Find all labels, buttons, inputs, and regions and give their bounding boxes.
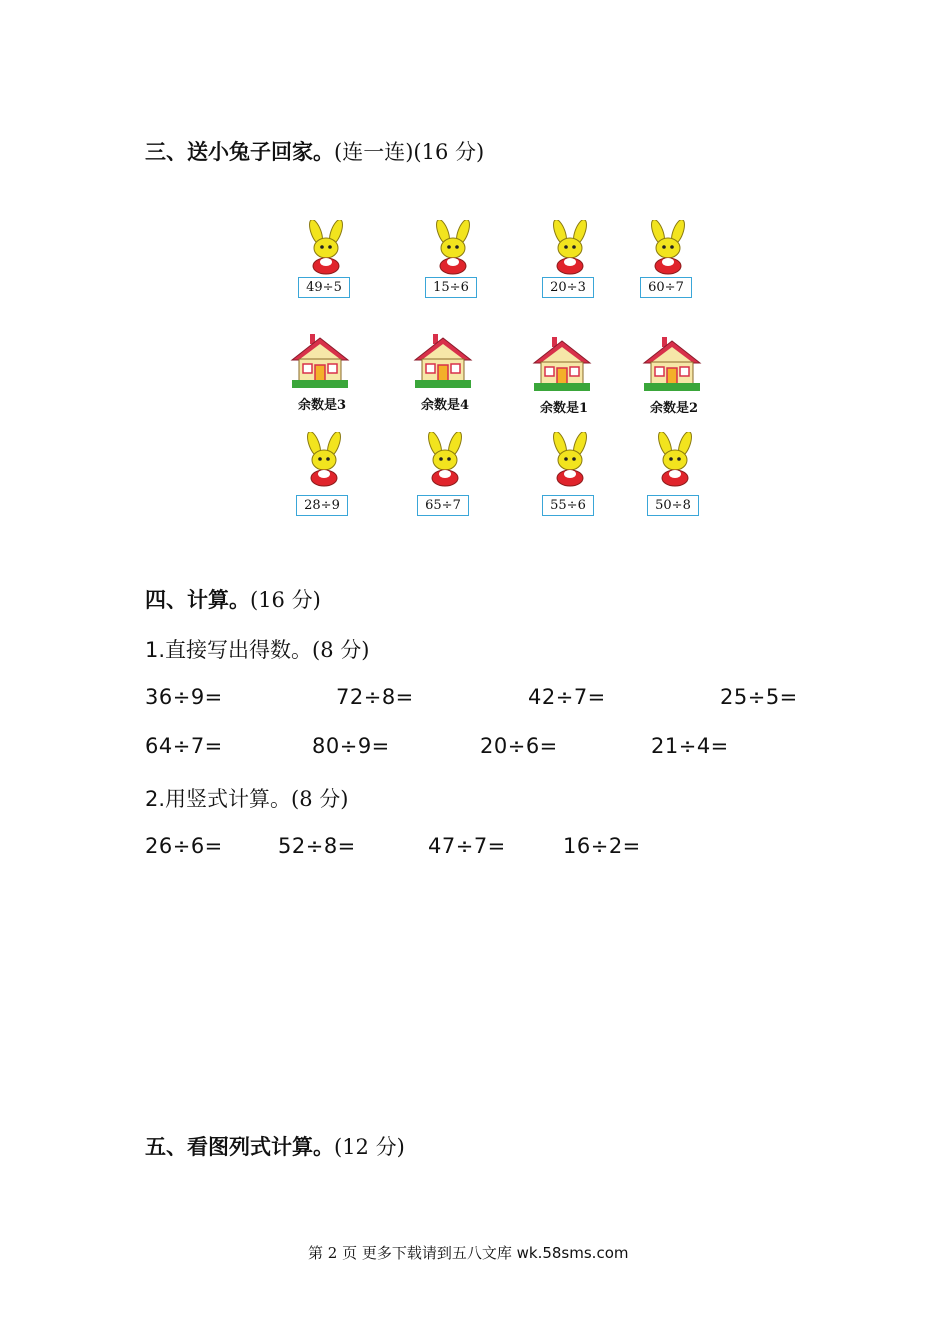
part-2-label: 用竖式计算。(8 分) <box>165 787 349 811</box>
house-icon <box>532 335 592 395</box>
section-5-heading <box>145 1131 405 1161</box>
section-3-heading <box>145 136 484 166</box>
house-icon <box>413 332 473 392</box>
problem-3-2: 52÷8= <box>278 834 356 858</box>
house-icon <box>290 332 350 392</box>
rabbit-top-3-label: 20÷3 <box>542 277 594 298</box>
problem-1-1: 36÷9= <box>145 685 223 709</box>
rabbit-icon <box>304 220 348 278</box>
problem-1-4: 25÷5= <box>720 685 798 709</box>
rabbit-top-4[interactable] <box>640 220 696 300</box>
rabbit-top-1-label: 49÷5 <box>298 277 350 298</box>
house-3-label: 余数是1 <box>539 401 589 416</box>
problem-2-3: 20÷6= <box>480 734 558 758</box>
footer-text: 第 2 页 更多下载请到五八文库 <box>308 1244 517 1262</box>
part-2-number: 2. <box>145 787 166 811</box>
rabbit-icon <box>302 432 346 490</box>
rabbit-top-2[interactable] <box>425 220 481 300</box>
rabbit-bottom-4-label: 50÷8 <box>647 495 699 516</box>
rabbit-bottom-2[interactable] <box>417 432 473 512</box>
house-3[interactable] <box>532 335 596 417</box>
problem-1-2: 72÷8= <box>336 685 414 709</box>
house-4[interactable] <box>642 335 706 417</box>
section-3-meta: (连一连)(16 分) <box>334 140 485 164</box>
rabbit-bottom-3-label: 55÷6 <box>542 495 594 516</box>
problem-2-2: 80÷9= <box>312 734 390 758</box>
rabbit-icon <box>423 432 467 490</box>
rabbit-bottom-2-label: 65÷7 <box>417 495 469 516</box>
rabbit-top-2-label: 15÷6 <box>425 277 477 298</box>
problem-2-1: 64÷7= <box>145 734 223 758</box>
section-4-meta: (16 分) <box>250 588 321 612</box>
rabbit-bottom-3[interactable] <box>542 432 598 512</box>
house-2[interactable] <box>413 332 477 414</box>
problem-3-4: 16÷2= <box>563 834 641 858</box>
house-1-label: 余数是3 <box>297 398 347 413</box>
section-5-meta: (12 分) <box>334 1135 405 1159</box>
problem-2-4: 21÷4= <box>651 734 729 758</box>
rabbit-icon <box>646 220 690 278</box>
footer-link[interactable]: wk.58sms.com <box>516 1244 629 1262</box>
house-4-label: 余数是2 <box>649 401 699 416</box>
problem-3-1: 26÷6= <box>145 834 223 858</box>
problem-1-3: 42÷7= <box>528 685 606 709</box>
rabbit-top-1[interactable] <box>298 220 354 300</box>
rabbit-icon <box>431 220 475 278</box>
section-3-title: 三、送小兔子回家。 <box>145 140 334 164</box>
rabbit-bottom-1[interactable] <box>296 432 352 512</box>
rabbit-icon <box>548 220 592 278</box>
part-2-heading <box>145 783 348 813</box>
rabbit-top-4-label: 60÷7 <box>640 277 692 298</box>
section-4-title: 四、计算。 <box>145 588 250 612</box>
part-1-heading <box>145 634 369 664</box>
section-4-heading <box>145 584 321 614</box>
part-1-label: 直接写出得数。(8 分) <box>165 638 370 662</box>
house-1[interactable] <box>290 332 354 414</box>
rabbit-icon <box>653 432 697 490</box>
problem-3-3: 47÷7= <box>428 834 506 858</box>
rabbit-top-3[interactable] <box>542 220 598 300</box>
part-1-number: 1. <box>145 638 166 662</box>
house-2-label: 余数是4 <box>420 398 470 413</box>
page-footer <box>308 1242 628 1263</box>
rabbit-bottom-1-label: 28÷9 <box>296 495 348 516</box>
house-icon <box>642 335 702 395</box>
section-5-title: 五、看图列式计算。 <box>145 1135 334 1159</box>
rabbit-bottom-4[interactable] <box>647 432 703 512</box>
rabbit-icon <box>548 432 592 490</box>
